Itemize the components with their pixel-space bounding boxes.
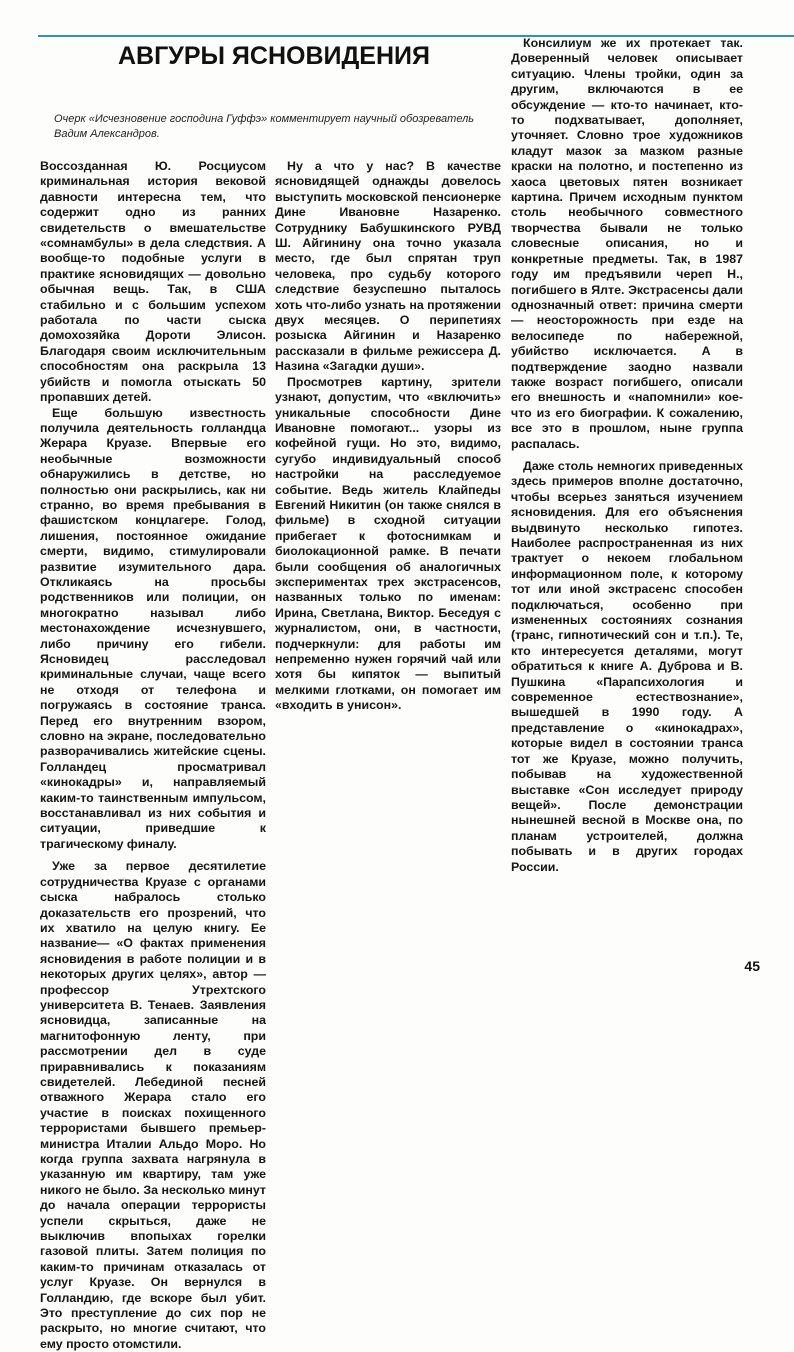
text-column-1 [40,159,266,1352]
paragraph-1: Воссозданная Ю. Росциусом криминальная история вековой давности интересна тем, что содержит одно из ранних свидетельств о вмешательстве «сомнамбулы» в дела следствия. А вообще-то подобные услуги в практике ясновидящих — довольно обычная вещь. Так, в США стабильно и с большим успехом работала по части сыска домохозяйка Дороти Элисон. Благодаря своим исключительным способностям она раскрыла 13 убийств и помогла отыскать 50 пропавших детей. [40,159,266,405]
page-number: 45 [744,958,760,974]
paragraph-5: Просмотрев картину, зрители узнают, допустим, что «включить» уникальные способности Дине Ивановне помогают... узоры из кофейной гущи. Но это, видимо, сугубо индивидуальный способ настройки на расследуемое событие. Ведь житель Клайпеды Евгений Никитин (он также снялся в фильме) в сходной ситуации прибегает к фотоснимкам и биолокационной рамке. В печати были сообщения об аналогичных экспериментах трех экстрасенсов, названных только по именам: Ирина, Светлана, Виктор. Беседуя с журналистом, они, в частности, подчеркнули: для работы им непременно нужен горячий чай или хотя бы кипяток — выпитый мелкими глотками, он помогает им «входить в унисон». [275,374,501,713]
paragraph-4: Ну а что у нас? В качестве ясновидящей однажды довелось выступить московской пенсионерке Дине Ивановне Назаренко. Сотруднику Бабушкинского РУВД Ш. Айгинину она точно указала место, где был спрятан труп человека, про судьбу которого следствие безуспешно пыталось хоть что-либо узнать на протяжении двух месяцев. О перипетиях розыска Айгинин и Назаренко рассказали в фильме режиссера Д. Назина «Загадки души». [275,159,501,374]
paragraph-7: Даже столь немногих приведенных здесь примеров вполне достаточно, чтобы всерьез заняться изучением ясновидения. Для его объяснения выдвинуто несколько гипотез. Наиболее распространенная из них трактует о некоем глобальном информационном поле, к которому тот или иной экстрасенс способен подключаться, особенно при измененных состояниях сознания (транс, гипнотический сон и т.п.). Те, кто интересуется деталями, могут обратиться к книге А. Дуброва и В. Пушкина «Парапсихология и современное естествознание», вышедшей в 1990 году. А представление о «кинокадрах», которые видел в состоянии транса тот же Круазе, можно получить, побывав на художественной выставке «Сон исследует природу вещей». После демонстрации нынешней весной в Москве она, по планам устроителей, должна побывать и в других городах России. [511,458,743,874]
text-column-3 [511,36,743,875]
paragraph-6: Консилиум же их протекает так. Доверенный человек описывает ситуацию. Члены тройки, один за другим, включаются в ее обсуждение — кто-то начинает, кто-то подхватывает, дополняет, уточняет. Словно трое художников кладут мазок за мазком разные краски на полотно, и постепенно из хаоса цветовых пятен возникает картина. Причем исходным пунктом столь необычного совместного творчества бывали не только словесные описания, но и конкретные предметы. Так, в 1987 году им предъявили череп Н., погибшего в Ялте. Экстрасенсы дали однозначный ответ: причина смерти — неосторожность при езде на велосипеде по набережной, убийство исключается. А в подтверждение заодно назвали также возраст погибшего, описали его внешность и «напомнили» кое-что из его биографии. К сожалению, все это в прошлом, ныне группа распалась. [511,36,743,451]
paragraph-2: Еще большую известность получила деятельность голландца Жерара Круазе. Впервые его необычные возможности обнаружились в детстве, но полностью они раскрылись, как ни странно, во время пребывания в фашистском концлагере. Голод, лишения, постоянное ожидание смерти, видимо, стимулировали развитие изумительного дара. Откликаясь на просьбы родственников или полиции, он многократно называл либо местонахождение исчезнувшего, либо причину его гибели. Ясновидец расследовал криминальные случаи, чаще всего не отходя от телефона и погружаясь в состояние транса. Перед его внутренним взором, словно на экране, последовательно разворачивались житейские сцены. Голландец просматривал «кинокадры» и, направляемый каким-то таинственным импульсом, восстанавливал из них события и ситуации, приведшие к трагическому финалу. [40,405,266,851]
article-intro: Очерк «Исчезновение господина Гуффэ» комментирует научный обозреватель Вадим Александров. [54,113,475,140]
paragraph-3: Уже за первое десятилетие сотрудничества Круазе с органами сыска набралось столько доказательств его прозрений, что их хватило на целую книгу. Ее название— «О фактах применения ясновидения в работе полиции и в некоторых других целях», автор — профессор Утрехтского университета В. Тенаев. Заявления ясновидца, записанные на магнитофонную ленту, при рассмотрении дел в суде приравнивались к показаниям свидетелей. Лебединой песней отважного Жерара стало его участие в поисках похищенного террористами бывшего премьер-министра Италии Альдо Моро. Но когда группа захвата нагрянула в указанную им квартиру, там уже никого не было. За несколько минут до начала операции террористы успели скрыться, даже не выключив впопыхах горелки газовой плиты. Затем полиция по каким-то причинам отказалась от услуг Круазе. Он вернулся в Голландию, где вскоре был убит. Это преступление до сих пор не раскрыто, но многие считают, что ему просто отомстили. [40,859,266,1351]
text-column-2 [275,159,501,714]
article-title: АВГУРЫ ЯСНОВИДЕНИЯ [118,42,430,70]
